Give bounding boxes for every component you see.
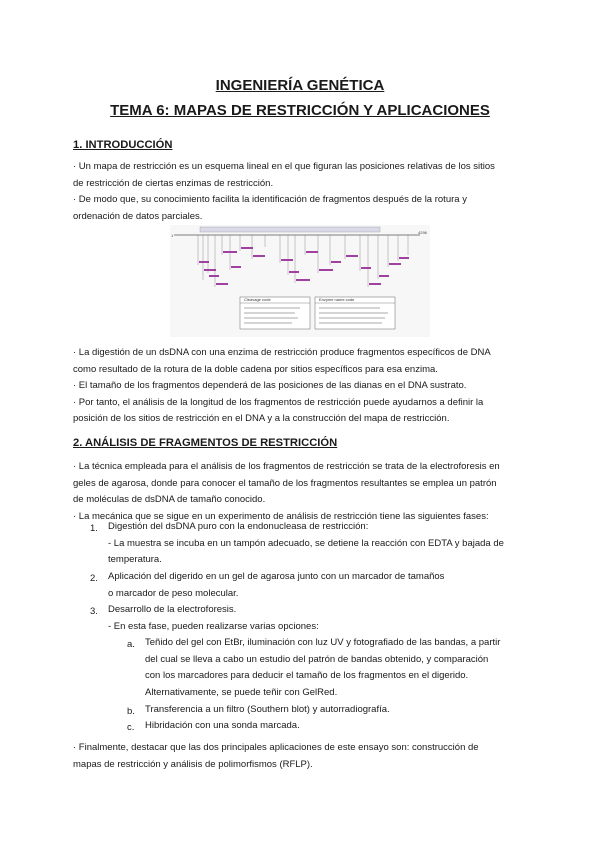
analysis-paragraph	[73, 459, 533, 525]
text-line: · De modo que, su conocimiento facilita la identificación de fragmentos después de la rotura y	[73, 194, 467, 206]
text-line: · La mecánica que se sigue en un experimento de análisis de restricción tiene las siguientes fases:	[73, 510, 489, 522]
text-line: posición de los sitios de restricción en el DNA y a la construcción del mapa de restricción.	[73, 413, 450, 425]
legend-enzyme-title: Enzyme name code	[319, 297, 355, 302]
document-title: INGENIERÍA GENÉTICA	[215, 77, 385, 94]
section-heading-analisis: 2. ANÁLISIS DE FRAGMENTOS DE RESTRICCIÓN	[73, 437, 338, 449]
step-subtext: - La muestra se incuba en un tampón adecuado, se detiene la reacción con EDTA y bajada de	[108, 537, 504, 549]
option-text: del cual se lleva a cabo un estudio del patrón de bandas obtenido, y comparación	[145, 653, 489, 665]
option-item	[145, 718, 300, 735]
step-item	[108, 569, 444, 602]
step-item	[108, 519, 504, 569]
text-line: mapas de restricción y análisis de polimorfismos (RFLP).	[73, 758, 313, 770]
step-number: 1.	[90, 523, 98, 534]
text-line: · La digestión de un dsDNA con una enzima de restricción produce fragmentos específicos de DNA	[73, 347, 491, 358]
option-text: Alternativamente, se puede teñir con GelRed.	[145, 686, 338, 698]
restriction-map-figure	[170, 225, 430, 337]
option-text: con los marcadores para deducir el tamaño de los fragmentos en el digerido.	[145, 670, 469, 682]
option-letter: c.	[127, 722, 135, 733]
option-letter: b.	[127, 706, 135, 717]
step-subtext: o marcador de peso molecular.	[108, 587, 239, 599]
text-line: · El tamaño de los fragmentos dependerá de las posiciones de las dianas en el DNA sustrato.	[73, 380, 467, 392]
text-line: · Por tanto, el análisis de la longitud de los fragmentos de restricción puede ayudarnos a definir la	[73, 396, 484, 408]
step-subtext: - En esta fase, pueden realizarse varias opciones:	[108, 620, 319, 632]
text-line: ordenación de datos parciales.	[73, 210, 203, 222]
map-start-label: 1	[171, 233, 174, 238]
step-text: Aplicación del digerido en un gel de agarosa junto con un marcador de tamaños	[108, 571, 445, 582]
map-end-label: 4296	[418, 230, 427, 235]
option-letter: a.	[127, 639, 135, 650]
text-line: como resultado de la rotura de la doble cadena por sitios específicos para esa enzima.	[73, 363, 438, 375]
step-number: 3.	[90, 606, 98, 617]
text-line: geles de agarosa, donde para conocer el tamaño de los fragmentos resultantes se emplea un patrón	[73, 477, 497, 489]
option-text: Transferencia a un filtro (Southern blot) y autorradiografía.	[145, 704, 390, 715]
intro-paragraph	[73, 159, 533, 225]
option-item	[145, 702, 390, 719]
legend-cleavage-title: Cleavage code	[244, 297, 271, 302]
step-text: Digestión del dsDNA puro con la endonucleasa de restricción:	[108, 521, 369, 532]
option-text: Teñido del gel con EtBr, iluminación con luz UV y fotografiado de las bandas, a partir	[145, 637, 501, 648]
text-line: de moléculas de dsDNA de tamaño conocido.	[73, 494, 266, 506]
option-item	[145, 635, 500, 701]
step-item	[108, 602, 319, 635]
text-line: de restricción de ciertas enzimas de restricción.	[73, 177, 274, 189]
conclusion-paragraph	[73, 740, 533, 773]
option-text: Hibridación con una sonda marcada.	[145, 720, 300, 731]
step-text: Desarrollo de la electroforesis.	[108, 604, 237, 615]
digestion-paragraph	[73, 345, 533, 428]
section-heading-introduccion: 1. INTRODUCCIÓN	[73, 139, 173, 151]
text-line: · La técnica empleada para el análisis de los fragmentos de restricción se trata de la electroforesis en	[73, 461, 500, 472]
text-line: · Un mapa de restricción es un esquema lineal en el que figuran las posiciones relativas de los sitios	[73, 161, 495, 172]
step-number: 2.	[90, 573, 98, 584]
step-subtext: temperatura.	[108, 554, 162, 566]
text-line: · Finalmente, destacar que las dos principales aplicaciones de este ensayo son: construcción de	[73, 742, 479, 753]
document-subtitle: TEMA 6: MAPAS DE RESTRICCIÓN Y APLICACIONES	[110, 102, 490, 119]
